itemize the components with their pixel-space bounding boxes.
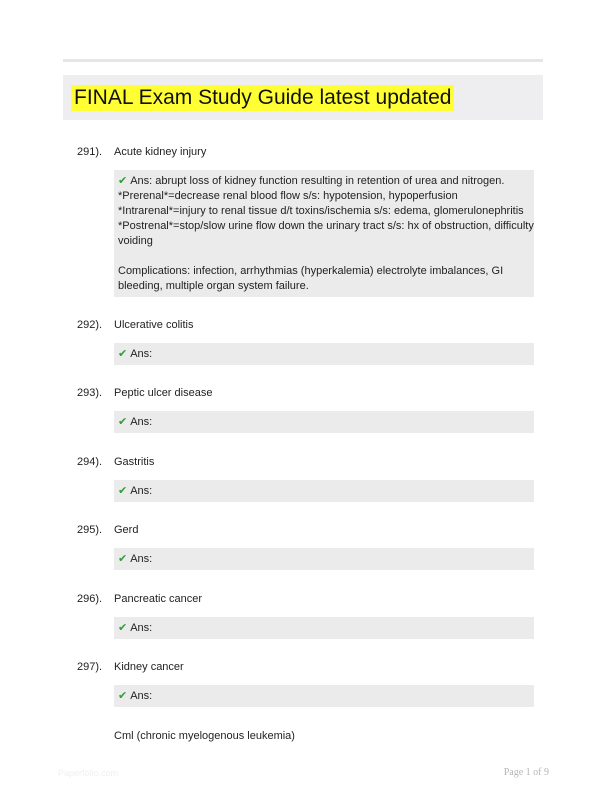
question-text: Pancreatic cancer bbox=[114, 593, 203, 605]
answer-line: *Postrenal*=stop/slow urine flow down the urinary tract s/s: hx of obstruction, difficulty bbox=[118, 220, 534, 232]
question-number: 297). bbox=[77, 661, 103, 673]
check-icon: ✔ bbox=[118, 174, 128, 187]
question-text: Gastritis bbox=[114, 456, 155, 468]
question-text: Ulcerative colitis bbox=[114, 319, 194, 331]
answer-box bbox=[114, 480, 534, 502]
check-icon: ✔ bbox=[118, 347, 128, 360]
check-icon: ✔ bbox=[118, 415, 128, 428]
check-icon: ✔ bbox=[118, 484, 128, 497]
question-text: Acute kidney injury bbox=[114, 146, 207, 158]
answer-box bbox=[114, 548, 534, 570]
question-text: Kidney cancer bbox=[114, 661, 184, 673]
answer-line: ✔ Ans: bbox=[118, 689, 153, 702]
answer-line: *Prerenal*=decrease renal blood flow s/s: hypotension, hypoperfusion bbox=[118, 190, 458, 202]
answer-box bbox=[114, 617, 534, 639]
question-number: 295). bbox=[77, 524, 103, 536]
title-band bbox=[63, 75, 543, 120]
question-number: 296). bbox=[77, 593, 103, 605]
question-number: 293). bbox=[77, 387, 103, 399]
page-title: FINAL Exam Study Guide latest updated bbox=[71, 85, 454, 111]
answer-line: ✔ Ans: bbox=[118, 484, 153, 497]
footer-site: Paperfolio.com bbox=[58, 768, 119, 778]
answer-box bbox=[114, 170, 534, 297]
answer-line: *Intrarenal*=injury to renal tissue d/t toxins/ischemia s/s: edema, glomerulonephritis bbox=[118, 205, 524, 217]
check-icon: ✔ bbox=[118, 689, 128, 702]
answer-line: voiding bbox=[118, 235, 153, 247]
check-icon: ✔ bbox=[118, 621, 128, 634]
question-number: 292). bbox=[77, 319, 103, 331]
question-number: 291). bbox=[77, 146, 103, 158]
question-number: 294). bbox=[77, 456, 103, 468]
answer-line: bleeding, multiple organ system failure. bbox=[118, 280, 309, 292]
answer-box bbox=[114, 411, 534, 433]
answer-line: ✔ Ans: abrupt loss of kidney function resulting in retention of urea and nitrogen. bbox=[118, 174, 505, 187]
top-divider bbox=[63, 59, 543, 62]
answer-gap bbox=[118, 249, 530, 264]
check-icon: ✔ bbox=[118, 552, 128, 565]
answer-line: ✔ Ans: bbox=[118, 347, 153, 360]
answer-line: ✔ Ans: bbox=[118, 621, 153, 634]
footer-page-number: Page 1 of 9 bbox=[503, 767, 549, 778]
answer-box bbox=[114, 343, 534, 365]
question-text: Gerd bbox=[114, 524, 139, 536]
answer-line: Complications: infection, arrhythmias (hyperkalemia) electrolyte imbalances, GI bbox=[118, 265, 504, 277]
answer-box bbox=[114, 685, 534, 707]
answer-line: ✔ Ans: bbox=[118, 552, 153, 565]
question-text: Peptic ulcer disease bbox=[114, 387, 213, 399]
question-text: Cml (chronic myelogenous leukemia) bbox=[114, 730, 295, 742]
answer-line: ✔ Ans: bbox=[118, 415, 153, 428]
